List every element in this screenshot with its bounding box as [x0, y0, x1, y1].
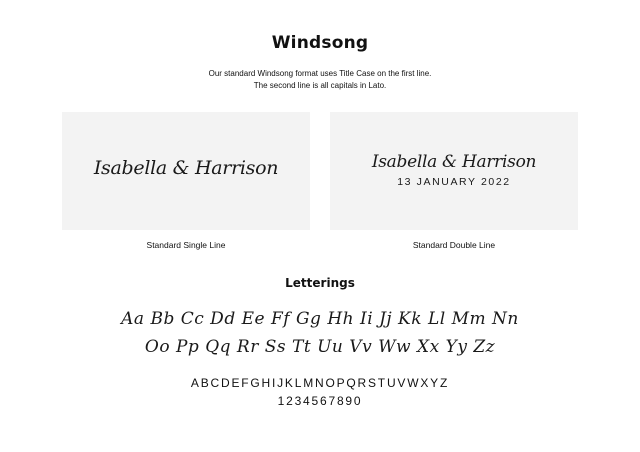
description-line-2: The second line is all capitals in Lato. [253, 81, 387, 90]
single-line-caption: Standard Single Line [146, 240, 226, 250]
letterings-heading: Letterings [285, 276, 355, 290]
date-caps-text: 13 JANUARY 2022 [397, 176, 511, 188]
description-line-1: Our standard Windsong format uses Title Case on the first line. [208, 69, 432, 78]
double-line-example-card [330, 112, 578, 230]
script-names-text: Isabella & Harrison [371, 152, 537, 172]
script-alphabet-line-1: Aa Bb Cc Dd Ee Ff Gg Hh Ii Jj Kk Ll Mm Nn [121, 309, 519, 329]
format-description [0, 68, 640, 92]
page-title: Windsong [271, 33, 369, 53]
numbers-line: 1234567890 [277, 394, 363, 408]
caps-alphabet-line: ABCDEFGHIJKLMNOPQRSTUVWXYZ [190, 376, 450, 390]
script-alphabet-line-2: Oo Pp Qq Rr Ss Tt Uu Vv Ww Xx Yy Zz [144, 337, 496, 357]
script-names-text: Isabella & Harrison [93, 157, 279, 179]
single-line-example-card [62, 112, 310, 230]
double-line-caption: Standard Double Line [412, 240, 496, 250]
